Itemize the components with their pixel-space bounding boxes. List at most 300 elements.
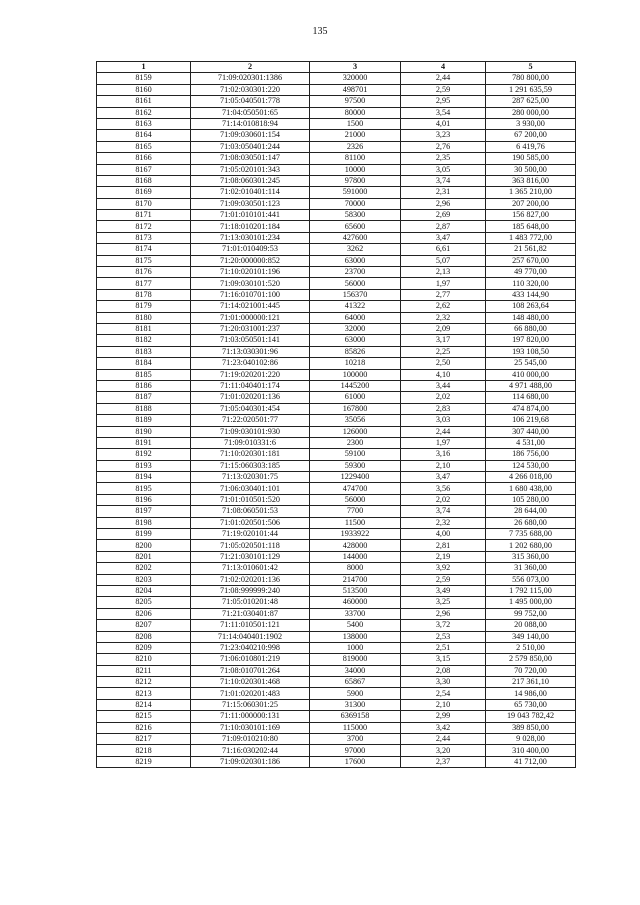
row-number-cell: 8215 xyxy=(97,711,191,722)
cadastral-number-cell: 71:20:000000:852 xyxy=(191,255,310,266)
value-cell: 156 827,00 xyxy=(486,210,576,221)
area-cell: 5400 xyxy=(310,620,401,631)
value-cell: 7 735 688,00 xyxy=(486,529,576,540)
row-number-cell: 8194 xyxy=(97,472,191,483)
rate-cell: 2,02 xyxy=(401,392,486,403)
cadastral-number-cell: 71:01:020201:136 xyxy=(191,392,310,403)
row-number-cell: 8214 xyxy=(97,699,191,710)
cadastral-number-cell: 71:01:010501:520 xyxy=(191,494,310,505)
cadastral-number-cell: 71:05:020101:343 xyxy=(191,164,310,175)
row-number-cell: 8181 xyxy=(97,323,191,334)
row-number-cell: 8173 xyxy=(97,232,191,243)
row-number-cell: 8177 xyxy=(97,278,191,289)
area-cell: 474700 xyxy=(310,483,401,494)
value-cell: 25 545,00 xyxy=(486,358,576,369)
cadastral-number-cell: 71:19:020201:220 xyxy=(191,369,310,380)
rate-cell: 2,10 xyxy=(401,460,486,471)
row-number-cell: 8165 xyxy=(97,141,191,152)
cadastral-number-cell: 71:09:010331:6 xyxy=(191,437,310,448)
value-cell: 41 712,00 xyxy=(486,756,576,767)
rate-cell: 3,56 xyxy=(401,483,486,494)
table-row xyxy=(97,175,576,186)
value-cell: 4 531,00 xyxy=(486,437,576,448)
rate-cell: 4,10 xyxy=(401,369,486,380)
row-number-cell: 8163 xyxy=(97,118,191,129)
value-cell: 474 874,00 xyxy=(486,403,576,414)
cadastral-number-cell: 71:04:050501:65 xyxy=(191,107,310,118)
row-number-cell: 8195 xyxy=(97,483,191,494)
rate-cell: 2,99 xyxy=(401,711,486,722)
area-cell: 1445200 xyxy=(310,380,401,391)
row-number-cell: 8205 xyxy=(97,597,191,608)
table-row xyxy=(97,153,576,164)
cadastral-number-cell: 71:06:030401:101 xyxy=(191,483,310,494)
row-number-cell: 8184 xyxy=(97,358,191,369)
cadastral-number-cell: 71:11:000000:131 xyxy=(191,711,310,722)
row-number-cell: 8167 xyxy=(97,164,191,175)
value-cell: 197 820,00 xyxy=(486,335,576,346)
row-number-cell: 8171 xyxy=(97,210,191,221)
row-number-cell: 8208 xyxy=(97,631,191,642)
table-row xyxy=(97,437,576,448)
table-row xyxy=(97,585,576,596)
rate-cell: 2,51 xyxy=(401,642,486,653)
row-number-cell: 8197 xyxy=(97,506,191,517)
table-row xyxy=(97,323,576,334)
value-cell: 19 043 782,42 xyxy=(486,711,576,722)
row-number-cell: 8175 xyxy=(97,255,191,266)
table-row xyxy=(97,506,576,517)
area-cell: 591000 xyxy=(310,187,401,198)
row-number-cell: 8164 xyxy=(97,130,191,141)
rate-cell: 2,08 xyxy=(401,665,486,676)
area-cell: 1000 xyxy=(310,642,401,653)
cadastral-number-cell: 71:01:020201:483 xyxy=(191,688,310,699)
table-row xyxy=(97,107,576,118)
table-row xyxy=(97,460,576,471)
cadastral-number-cell: 71:23:040210:998 xyxy=(191,642,310,653)
cadastral-table xyxy=(96,61,576,768)
table-row xyxy=(97,187,576,198)
table-row xyxy=(97,677,576,688)
cadastral-number-cell: 71:05:010201:48 xyxy=(191,597,310,608)
column-header-2: 2 xyxy=(191,62,310,73)
value-cell: 99 752,00 xyxy=(486,608,576,619)
cadastral-number-cell: 71:14:021001:445 xyxy=(191,301,310,312)
area-cell: 167800 xyxy=(310,403,401,414)
table-row xyxy=(97,540,576,551)
area-cell: 85826 xyxy=(310,346,401,357)
value-cell: 556 073,00 xyxy=(486,574,576,585)
table-row xyxy=(97,392,576,403)
table-row xyxy=(97,255,576,266)
area-cell: 21000 xyxy=(310,130,401,141)
row-number-cell: 8207 xyxy=(97,620,191,631)
rate-cell: 3,54 xyxy=(401,107,486,118)
rate-cell: 6,61 xyxy=(401,244,486,255)
cadastral-number-cell: 71:02:030301:220 xyxy=(191,84,310,95)
row-number-cell: 8190 xyxy=(97,426,191,437)
value-cell: 14 986,00 xyxy=(486,688,576,699)
area-cell: 32000 xyxy=(310,323,401,334)
rate-cell: 3,92 xyxy=(401,563,486,574)
area-cell: 3700 xyxy=(310,734,401,745)
value-cell: 1 291 635,59 xyxy=(486,84,576,95)
value-cell: 1 483 772,00 xyxy=(486,232,576,243)
row-number-cell: 8176 xyxy=(97,267,191,278)
rate-cell: 2,87 xyxy=(401,221,486,232)
table-row xyxy=(97,665,576,676)
cadastral-number-cell: 71:10:030101:169 xyxy=(191,722,310,733)
cadastral-number-cell: 71:09:030501:123 xyxy=(191,198,310,209)
cadastral-number-cell: 71:14:040401:1902 xyxy=(191,631,310,642)
value-cell: 287 625,00 xyxy=(486,96,576,107)
cadastral-number-cell: 71:21:030401:87 xyxy=(191,608,310,619)
value-cell: 6 419,76 xyxy=(486,141,576,152)
rate-cell: 2,10 xyxy=(401,699,486,710)
rate-cell: 3,23 xyxy=(401,130,486,141)
rate-cell: 5,07 xyxy=(401,255,486,266)
value-cell: 67 200,00 xyxy=(486,130,576,141)
row-number-cell: 8203 xyxy=(97,574,191,585)
rate-cell: 3,30 xyxy=(401,677,486,688)
cadastral-number-cell: 71:15:060301:25 xyxy=(191,699,310,710)
value-cell: 257 670,00 xyxy=(486,255,576,266)
table-row xyxy=(97,620,576,631)
cadastral-number-cell: 71:09:030101:520 xyxy=(191,278,310,289)
cadastral-number-cell: 71:08:010701:264 xyxy=(191,665,310,676)
value-cell: 106 219,68 xyxy=(486,415,576,426)
area-cell: 1229400 xyxy=(310,472,401,483)
row-number-cell: 8178 xyxy=(97,289,191,300)
row-number-cell: 8219 xyxy=(97,756,191,767)
value-cell: 9 028,00 xyxy=(486,734,576,745)
rate-cell: 3,05 xyxy=(401,164,486,175)
cadastral-number-cell: 71:18:010201:184 xyxy=(191,221,310,232)
value-cell: 30 500,00 xyxy=(486,164,576,175)
column-header-5: 5 xyxy=(486,62,576,73)
row-number-cell: 8162 xyxy=(97,107,191,118)
rate-cell: 2,44 xyxy=(401,426,486,437)
row-number-cell: 8213 xyxy=(97,688,191,699)
row-number-cell: 8180 xyxy=(97,312,191,323)
table-row xyxy=(97,278,576,289)
area-cell: 97800 xyxy=(310,175,401,186)
value-cell: 21 561,82 xyxy=(486,244,576,255)
area-cell: 460000 xyxy=(310,597,401,608)
area-cell: 59100 xyxy=(310,449,401,460)
row-number-cell: 8216 xyxy=(97,722,191,733)
area-cell: 33700 xyxy=(310,608,401,619)
table-row xyxy=(97,734,576,745)
value-cell: 124 530,00 xyxy=(486,460,576,471)
area-cell: 3262 xyxy=(310,244,401,255)
rate-cell: 3,16 xyxy=(401,449,486,460)
table-row xyxy=(97,449,576,460)
table-row xyxy=(97,130,576,141)
row-number-cell: 8206 xyxy=(97,608,191,619)
cadastral-number-cell: 71:03:050401:244 xyxy=(191,141,310,152)
rate-cell: 2,83 xyxy=(401,403,486,414)
value-cell: 28 644,00 xyxy=(486,506,576,517)
area-cell: 97500 xyxy=(310,96,401,107)
table-row xyxy=(97,210,576,221)
table-row xyxy=(97,529,576,540)
area-cell: 7700 xyxy=(310,506,401,517)
rate-cell: 2,44 xyxy=(401,73,486,84)
value-cell: 310 400,00 xyxy=(486,745,576,756)
rate-cell: 2,96 xyxy=(401,198,486,209)
value-cell: 363 816,00 xyxy=(486,175,576,186)
value-cell: 20 088,00 xyxy=(486,620,576,631)
table-body xyxy=(97,73,576,768)
table-row xyxy=(97,699,576,710)
rate-cell: 3,20 xyxy=(401,745,486,756)
table-row xyxy=(97,346,576,357)
rate-cell: 2,32 xyxy=(401,517,486,528)
area-cell: 138000 xyxy=(310,631,401,642)
cadastral-number-cell: 71:01:020501:506 xyxy=(191,517,310,528)
area-cell: 214700 xyxy=(310,574,401,585)
value-cell: 4 266 018,00 xyxy=(486,472,576,483)
value-cell: 433 144,90 xyxy=(486,289,576,300)
cadastral-number-cell: 71:10:020301:181 xyxy=(191,449,310,460)
value-cell: 1 680 438,00 xyxy=(486,483,576,494)
cadastral-number-cell: 71:11:040401:174 xyxy=(191,380,310,391)
table-row xyxy=(97,722,576,733)
cadastral-number-cell: 71:01:010101:441 xyxy=(191,210,310,221)
area-cell: 156370 xyxy=(310,289,401,300)
area-cell: 41322 xyxy=(310,301,401,312)
value-cell: 2 579 850,00 xyxy=(486,654,576,665)
value-cell: 65 730,00 xyxy=(486,699,576,710)
cadastral-number-cell: 71:05:020501:118 xyxy=(191,540,310,551)
value-cell: 1 495 000,00 xyxy=(486,597,576,608)
rate-cell: 2,09 xyxy=(401,323,486,334)
table-header-row xyxy=(97,62,576,73)
table-row xyxy=(97,517,576,528)
area-cell: 498701 xyxy=(310,84,401,95)
cadastral-number-cell: 71:09:030601:154 xyxy=(191,130,310,141)
area-cell: 1500 xyxy=(310,118,401,129)
rate-cell: 2,19 xyxy=(401,551,486,562)
area-cell: 8000 xyxy=(310,563,401,574)
cadastral-number-cell: 71:11:010501:121 xyxy=(191,620,310,631)
table-row xyxy=(97,221,576,232)
table-row xyxy=(97,141,576,152)
value-cell: 4 971 488,00 xyxy=(486,380,576,391)
cadastral-number-cell: 71:02:020201:136 xyxy=(191,574,310,585)
cadastral-number-cell: 71:01:010409:53 xyxy=(191,244,310,255)
cadastral-number-cell: 71:13:020301:75 xyxy=(191,472,310,483)
row-number-cell: 8179 xyxy=(97,301,191,312)
area-cell: 81100 xyxy=(310,153,401,164)
cadastral-number-cell: 71:22:020501:77 xyxy=(191,415,310,426)
area-cell: 144000 xyxy=(310,551,401,562)
table-row xyxy=(97,403,576,414)
area-cell: 31300 xyxy=(310,699,401,710)
rate-cell: 1,97 xyxy=(401,437,486,448)
rate-cell: 2,95 xyxy=(401,96,486,107)
table-row xyxy=(97,380,576,391)
table-row xyxy=(97,654,576,665)
value-cell: 26 680,00 xyxy=(486,517,576,528)
cadastral-number-cell: 71:06:010801:219 xyxy=(191,654,310,665)
value-cell: 66 880,00 xyxy=(486,323,576,334)
rate-cell: 3,25 xyxy=(401,597,486,608)
table-row xyxy=(97,472,576,483)
value-cell: 217 361,10 xyxy=(486,677,576,688)
value-cell: 1 365 210,00 xyxy=(486,187,576,198)
area-cell: 63000 xyxy=(310,335,401,346)
value-cell: 193 108,50 xyxy=(486,346,576,357)
cadastral-number-cell: 71:20:031001:237 xyxy=(191,323,310,334)
value-cell: 105 280,00 xyxy=(486,494,576,505)
area-cell: 61000 xyxy=(310,392,401,403)
row-number-cell: 8186 xyxy=(97,380,191,391)
row-number-cell: 8200 xyxy=(97,540,191,551)
rate-cell: 2,44 xyxy=(401,734,486,745)
table-row xyxy=(97,289,576,300)
value-cell: 410 000,00 xyxy=(486,369,576,380)
table-row xyxy=(97,244,576,255)
row-number-cell: 8218 xyxy=(97,745,191,756)
area-cell: 1933922 xyxy=(310,529,401,540)
value-cell: 108 263,64 xyxy=(486,301,576,312)
area-cell: 11500 xyxy=(310,517,401,528)
table-row xyxy=(97,688,576,699)
table-row xyxy=(97,73,576,84)
value-cell: 2 510,00 xyxy=(486,642,576,653)
cadastral-number-cell: 71:08:060301:245 xyxy=(191,175,310,186)
rate-cell: 3,15 xyxy=(401,654,486,665)
row-number-cell: 8172 xyxy=(97,221,191,232)
cadastral-number-cell: 71:08:030501:147 xyxy=(191,153,310,164)
row-number-cell: 8192 xyxy=(97,449,191,460)
column-header-3: 3 xyxy=(310,62,401,73)
value-cell: 148 480,00 xyxy=(486,312,576,323)
area-cell: 2300 xyxy=(310,437,401,448)
area-cell: 35056 xyxy=(310,415,401,426)
rate-cell: 2,35 xyxy=(401,153,486,164)
table-row xyxy=(97,642,576,653)
area-cell: 513500 xyxy=(310,585,401,596)
row-number-cell: 8170 xyxy=(97,198,191,209)
value-cell: 315 360,00 xyxy=(486,551,576,562)
table-row xyxy=(97,631,576,642)
area-cell: 59300 xyxy=(310,460,401,471)
value-cell: 186 756,00 xyxy=(486,449,576,460)
row-number-cell: 8202 xyxy=(97,563,191,574)
table-row xyxy=(97,608,576,619)
cadastral-number-cell: 71:09:020301:186 xyxy=(191,756,310,767)
value-cell: 1 202 680,00 xyxy=(486,540,576,551)
table-row xyxy=(97,756,576,767)
row-number-cell: 8174 xyxy=(97,244,191,255)
rate-cell: 3,03 xyxy=(401,415,486,426)
table-row xyxy=(97,745,576,756)
rate-cell: 3,42 xyxy=(401,722,486,733)
row-number-cell: 8199 xyxy=(97,529,191,540)
row-number-cell: 8209 xyxy=(97,642,191,653)
table-row xyxy=(97,358,576,369)
table-row xyxy=(97,312,576,323)
row-number-cell: 8210 xyxy=(97,654,191,665)
rate-cell: 2,37 xyxy=(401,756,486,767)
area-cell: 2326 xyxy=(310,141,401,152)
cadastral-number-cell: 71:08:999999:240 xyxy=(191,585,310,596)
table-row xyxy=(97,198,576,209)
row-number-cell: 8166 xyxy=(97,153,191,164)
rate-cell: 2,59 xyxy=(401,84,486,95)
cadastral-number-cell: 71:10:020301:468 xyxy=(191,677,310,688)
cadastral-number-cell: 71:08:060501:53 xyxy=(191,506,310,517)
cadastral-number-cell: 71:15:060303:185 xyxy=(191,460,310,471)
value-cell: 207 200,00 xyxy=(486,198,576,209)
rate-cell: 2,76 xyxy=(401,141,486,152)
cadastral-number-cell: 71:10:020101:196 xyxy=(191,267,310,278)
area-cell: 819000 xyxy=(310,654,401,665)
table-row xyxy=(97,301,576,312)
table-row xyxy=(97,164,576,175)
table-row xyxy=(97,483,576,494)
row-number-cell: 8191 xyxy=(97,437,191,448)
area-cell: 23700 xyxy=(310,267,401,278)
area-cell: 10000 xyxy=(310,164,401,175)
area-cell: 6369158 xyxy=(310,711,401,722)
value-cell: 349 140,00 xyxy=(486,631,576,642)
rate-cell: 4,00 xyxy=(401,529,486,540)
row-number-cell: 8212 xyxy=(97,677,191,688)
rate-cell: 2,59 xyxy=(401,574,486,585)
cadastral-number-cell: 71:09:020301:1386 xyxy=(191,73,310,84)
column-header-4: 4 xyxy=(401,62,486,73)
row-number-cell: 8188 xyxy=(97,403,191,414)
row-number-cell: 8211 xyxy=(97,665,191,676)
area-cell: 10218 xyxy=(310,358,401,369)
area-cell: 427600 xyxy=(310,232,401,243)
cadastral-number-cell: 71:09:030101:930 xyxy=(191,426,310,437)
row-number-cell: 8204 xyxy=(97,585,191,596)
table-row xyxy=(97,494,576,505)
area-cell: 97000 xyxy=(310,745,401,756)
table-row xyxy=(97,267,576,278)
area-cell: 428000 xyxy=(310,540,401,551)
rate-cell: 2,25 xyxy=(401,346,486,357)
table-row xyxy=(97,415,576,426)
value-cell: 780 800,00 xyxy=(486,73,576,84)
column-header-1: 1 xyxy=(97,62,191,73)
rate-cell: 2,81 xyxy=(401,540,486,551)
row-number-cell: 8198 xyxy=(97,517,191,528)
rate-cell: 3,49 xyxy=(401,585,486,596)
table-row xyxy=(97,84,576,95)
cadastral-number-cell: 71:02:010401:114 xyxy=(191,187,310,198)
cadastral-number-cell: 71:14:010818:94 xyxy=(191,118,310,129)
rate-cell: 3,74 xyxy=(401,506,486,517)
page-number: 135 xyxy=(312,26,328,37)
rate-cell: 2,53 xyxy=(401,631,486,642)
value-cell: 31 360,00 xyxy=(486,563,576,574)
rate-cell: 2,31 xyxy=(401,187,486,198)
rate-cell: 2,69 xyxy=(401,210,486,221)
area-cell: 64000 xyxy=(310,312,401,323)
row-number-cell: 8193 xyxy=(97,460,191,471)
rate-cell: 3,74 xyxy=(401,175,486,186)
row-number-cell: 8196 xyxy=(97,494,191,505)
table-row xyxy=(97,426,576,437)
rate-cell: 3,17 xyxy=(401,335,486,346)
